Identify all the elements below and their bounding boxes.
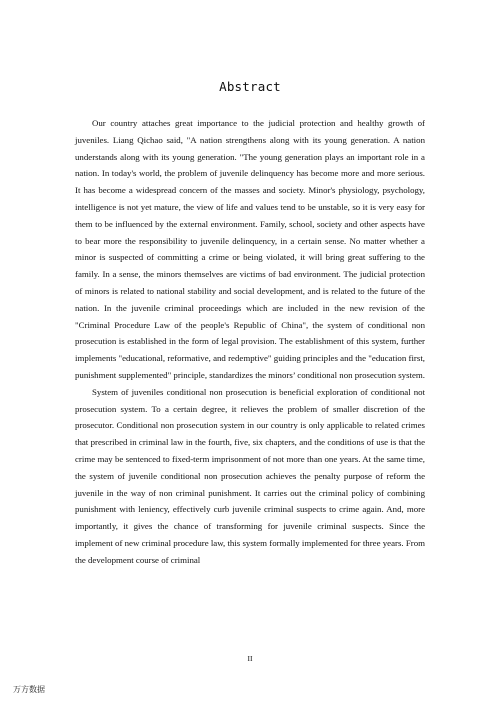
source-watermark: 万方数据 bbox=[13, 685, 45, 694]
paragraph: System of juveniles conditional non prosecution is beneficial exploration of conditional not prosecution system. To a certain degree, it relieves the problem of smaller discretion of the prosecutor. Conditional non prosecution system in our country is only applicable to related crimes that prescribed in criminal law in the fourth, five, six chapters, and the conditions of use is that the crime may be sentenced to fixed-term imprisonment of not more than one years. At the same time, the system of juvenile conditional non prosecution achieves the penalty purpose of reform the juvenile in the way of non criminal punishment. It carries out the criminal policy of combining punishment with leniency, effectively curb juvenile criminal suspects to crime again. And, more importantly, it gives the chance of transforming for juvenile criminal suspects. Since the implement of new criminal procedure law, this system formally implemented for three years. From the development course of criminal bbox=[75, 386, 425, 565]
abstract-body bbox=[75, 115, 425, 569]
page-title: Abstract bbox=[219, 79, 281, 94]
page-number: II bbox=[247, 654, 253, 663]
paragraph: Our country attaches great importance to the judicial protection and healthy growth of juveniles. Liang Qichao said, "A nation strengthens along with its young generation. A nation understands along with its young generation. "The young generation plays an important role in a nation. In today's world, the problem of juvenile delinquency has become more and more serious. It has become a widespread concern of the masses and society. Minor's physiology, psychology, intelligence is not yet mature, the view of life and values tend to be unstable, so it is very easy for them to be influenced by the external environment. Family, school, society and other aspects have to bear more the responsibility to juvenile delinquency, in a certain sense. No matter whether a minor is suspected of committing a crime or being violated, it will bring great suffering to the family. In a sense, the minors themselves are victims of bad environment. The judicial protection of minors is related to national stability and social development, and is related to the future of the nation. In the juvenile criminal proceedings which are included in the new revision of the "Criminal Procedure Law of the people's Republic of China", the system of conditional non prosecution is established in the form of legal provision. The establishment of this system, further implements "educational, reformative, and redemptive" guiding principles and the "education first, punishment supplemented" principle, standardizes the minors’ conditional non prosecution system. bbox=[75, 118, 426, 380]
